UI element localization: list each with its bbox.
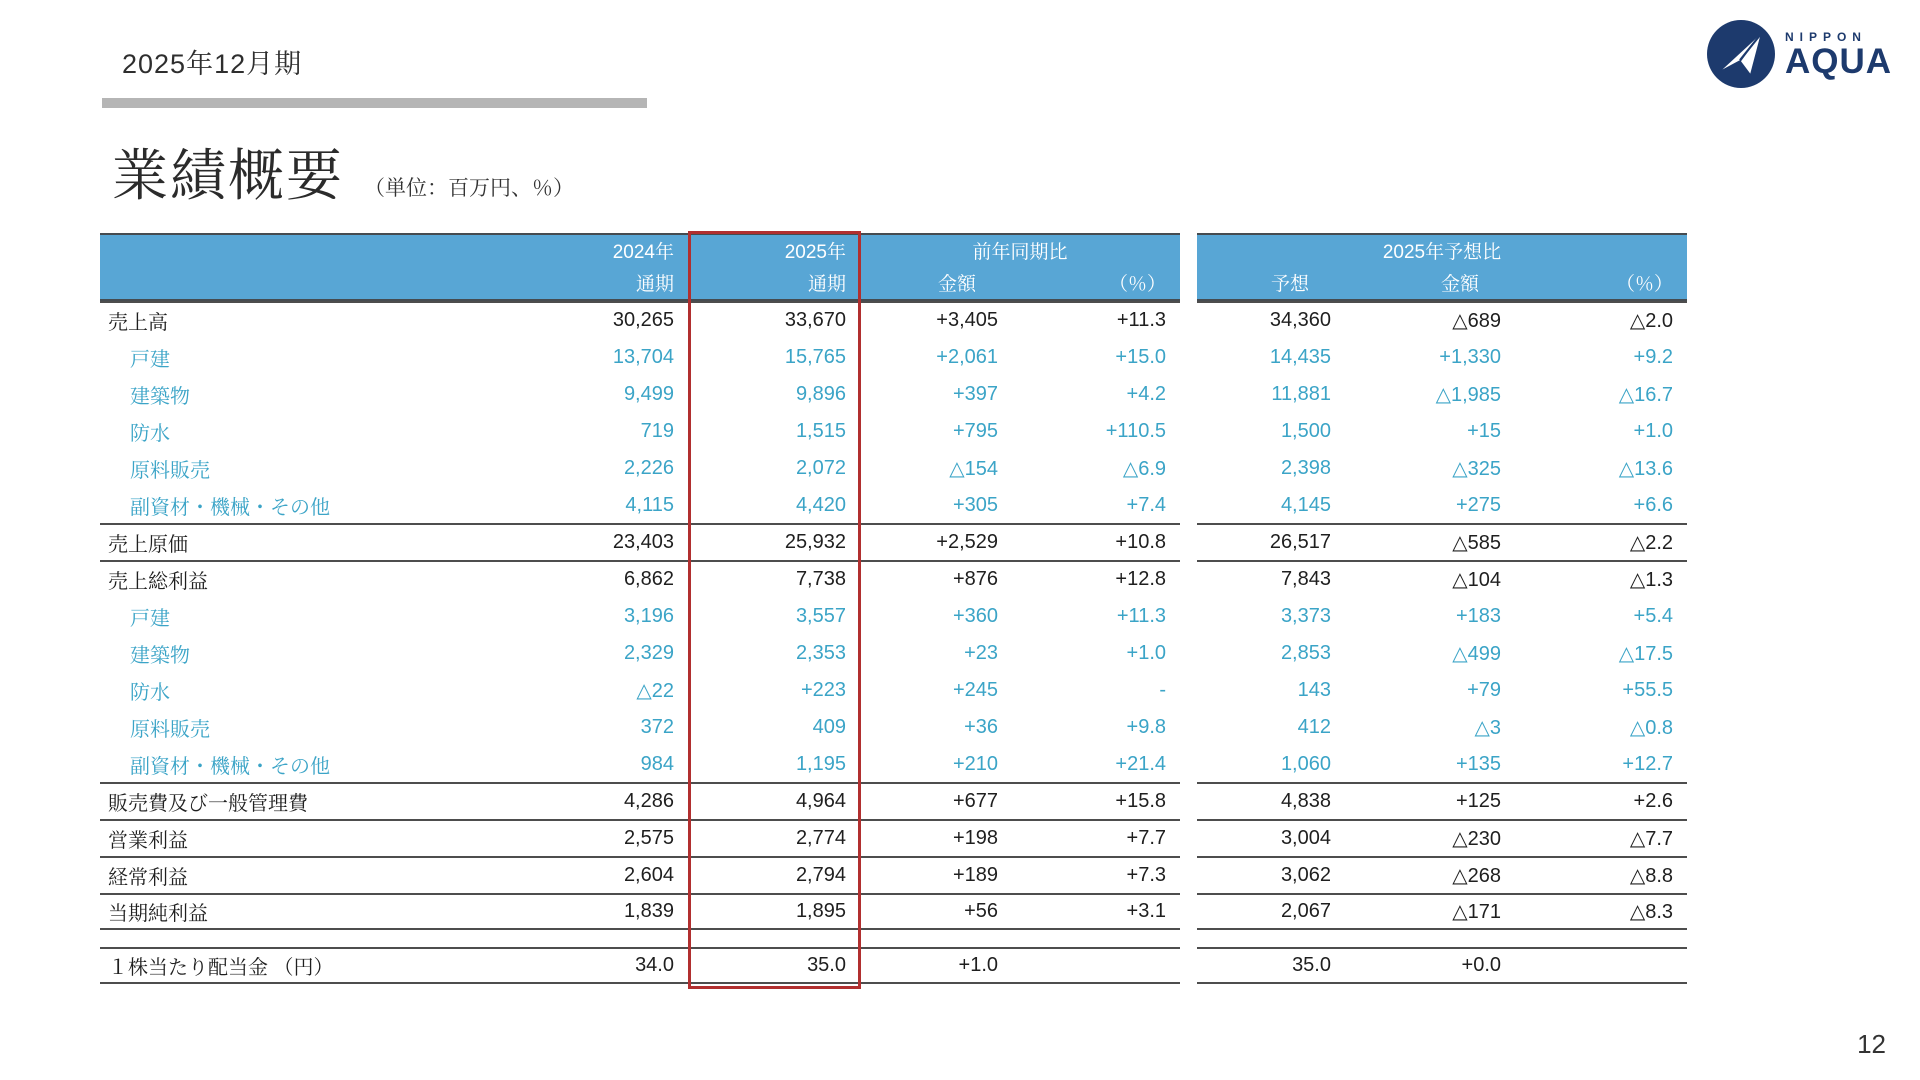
table-cell: △3 [1345, 708, 1515, 745]
table-cell: +189 [860, 856, 1012, 893]
gap-cell [1180, 523, 1197, 560]
logo-text-top: NIPPON [1784, 29, 1867, 44]
table-cell: 35.0 [1197, 947, 1345, 984]
table-cell: - [1012, 671, 1180, 708]
table-cell: +795 [860, 412, 1012, 449]
table-cell: +210 [860, 745, 1012, 782]
table-cell: 984 [432, 745, 688, 782]
table-cell: 1,195 [688, 745, 860, 782]
header-yoy-group: 前年同期比 [860, 233, 1180, 266]
table-cell: 15,765 [688, 338, 860, 375]
gap-cell [1180, 782, 1197, 819]
table-cell: 34.0 [432, 947, 688, 984]
row-label: 原料販売 [100, 708, 432, 745]
table-cell: 3,062 [1197, 856, 1345, 893]
table-cell: +15.8 [1012, 782, 1180, 819]
row-label: 売上原価 [100, 523, 432, 560]
gap-cell [1180, 893, 1197, 930]
header-yoy-amount: 金額 [860, 266, 1012, 301]
row-label: 原料販売 [100, 449, 432, 486]
table-cell: 4,115 [432, 486, 688, 523]
table-cell: 412 [1197, 708, 1345, 745]
gap-cell [1180, 671, 1197, 708]
table-cell: +245 [860, 671, 1012, 708]
table-cell: +10.8 [1012, 523, 1180, 560]
gap-cell [1180, 745, 1197, 782]
row-label: 建築物 [100, 375, 432, 412]
row-label: 建築物 [100, 634, 432, 671]
table-cell: △230 [1345, 819, 1515, 856]
table-cell: +55.5 [1515, 671, 1687, 708]
row-label: 戸建 [100, 338, 432, 375]
header-2024-period: 通期 [432, 266, 688, 301]
table-cell: +11.3 [1012, 597, 1180, 634]
table-cell: 2,774 [688, 819, 860, 856]
gap-cell [1180, 634, 1197, 671]
table-cell: +15 [1345, 412, 1515, 449]
table-cell: +1.0 [1515, 412, 1687, 449]
table-cell: △13.6 [1515, 449, 1687, 486]
table-cell: 372 [432, 708, 688, 745]
table-cell: 7,843 [1197, 560, 1345, 597]
table-cell: 4,286 [432, 782, 688, 819]
table-cell: +7.4 [1012, 486, 1180, 523]
table-cell: +1.0 [860, 947, 1012, 984]
unit-note: （単位：百万円、％） [364, 177, 574, 200]
table-cell: 34,360 [1197, 301, 1345, 338]
gap-cell [1180, 375, 1197, 412]
table-cell: +223 [688, 671, 860, 708]
table-cell: 11,881 [1197, 375, 1345, 412]
table-cell: △104 [1345, 560, 1515, 597]
page-title: 業績概要 [112, 144, 344, 207]
table-cell: +876 [860, 560, 1012, 597]
table-cell: 1,839 [432, 893, 688, 930]
table-cell: △585 [1345, 523, 1515, 560]
table-cell: +56 [860, 893, 1012, 930]
table-cell: 1,515 [688, 412, 860, 449]
table-cell: 2,072 [688, 449, 860, 486]
table-cell: +7.3 [1012, 856, 1180, 893]
row-label: 売上総利益 [100, 560, 432, 597]
table-cell: △22 [432, 671, 688, 708]
table-cell: 3,557 [688, 597, 860, 634]
table-cell: +36 [860, 708, 1012, 745]
table-cell: 3,004 [1197, 819, 1345, 856]
table-cell: 4,145 [1197, 486, 1345, 523]
table-cell: +135 [1345, 745, 1515, 782]
table-cell: △6.9 [1012, 449, 1180, 486]
table-cell: △2.2 [1515, 523, 1687, 560]
gap-cell [1180, 708, 1197, 745]
table-cell: △1,985 [1345, 375, 1515, 412]
title-underline-bar [102, 98, 647, 108]
table-cell: +125 [1345, 782, 1515, 819]
table-cell: +305 [860, 486, 1012, 523]
logo-text-bottom: AQUA [1784, 41, 1892, 81]
table-cell [1012, 947, 1180, 984]
table-cell: △7.7 [1515, 819, 1687, 856]
page-number: 12 [1857, 1029, 1886, 1059]
gap-cell [1180, 597, 1197, 634]
header-2025-period: 通期 [688, 266, 860, 301]
company-logo [1707, 20, 1892, 88]
table-cell: △16.7 [1515, 375, 1687, 412]
table-cell: +5.4 [1515, 597, 1687, 634]
table-cell: 35.0 [688, 947, 860, 984]
table-cell: 4,964 [688, 782, 860, 819]
table-cell: 719 [432, 412, 688, 449]
table-cell: +9.2 [1515, 338, 1687, 375]
table-cell: △268 [1345, 856, 1515, 893]
gap-cell [1180, 486, 1197, 523]
table-cell: +183 [1345, 597, 1515, 634]
table-cell: 1,895 [688, 893, 860, 930]
table-cell: 9,499 [432, 375, 688, 412]
table-cell: 6,862 [432, 560, 688, 597]
row-label: 防水 [100, 412, 432, 449]
table-cell: △171 [1345, 893, 1515, 930]
table-cell: △325 [1345, 449, 1515, 486]
table-body [100, 301, 1687, 984]
table-cell: 2,604 [432, 856, 688, 893]
row-label: １株当たり配当金 （円） [100, 947, 432, 984]
table-cell: △0.8 [1515, 708, 1687, 745]
row-label: 当期純利益 [100, 893, 432, 930]
row-label: 売上高 [100, 301, 432, 338]
row-label: 営業利益 [100, 819, 432, 856]
table-cell: 7,738 [688, 560, 860, 597]
table-cell: 2,794 [688, 856, 860, 893]
table-cell: 14,435 [1197, 338, 1345, 375]
paper-plane-logo-icon [1707, 20, 1775, 88]
table-cell: +110.5 [1012, 412, 1180, 449]
table-cell: 26,517 [1197, 523, 1345, 560]
table-cell: 23,403 [432, 523, 688, 560]
header-yoy-pct: （％） [1012, 266, 1180, 301]
table-cell: +2,061 [860, 338, 1012, 375]
gap-cell [1180, 819, 1197, 856]
table-cell: △17.5 [1515, 634, 1687, 671]
table-cell: +12.7 [1515, 745, 1687, 782]
table-cell: 2,353 [688, 634, 860, 671]
gap-cell [1180, 301, 1197, 338]
table-cell: △2.0 [1515, 301, 1687, 338]
table-cell: +23 [860, 634, 1012, 671]
row-label: 防水 [100, 671, 432, 708]
row-label: 副資材・機械・その他 [100, 745, 432, 782]
header-forecast-amount: 金額 [1345, 266, 1515, 301]
gap-cell [1180, 947, 1197, 984]
table-cell: 409 [688, 708, 860, 745]
table-cell: +275 [1345, 486, 1515, 523]
table-cell: 2,575 [432, 819, 688, 856]
table-cell: +3.1 [1012, 893, 1180, 930]
table-cell: +9.8 [1012, 708, 1180, 745]
gap-cell [1180, 856, 1197, 893]
table-cell: 3,196 [432, 597, 688, 634]
table-cell: +397 [860, 375, 1012, 412]
table-cell: 1,060 [1197, 745, 1345, 782]
table-cell: +21.4 [1012, 745, 1180, 782]
row-label: 戸建 [100, 597, 432, 634]
table-cell: 1,500 [1197, 412, 1345, 449]
table-cell: +1.0 [1012, 634, 1180, 671]
table-cell: 2,853 [1197, 634, 1345, 671]
table-cell: 3,373 [1197, 597, 1345, 634]
table-cell: +12.8 [1012, 560, 1180, 597]
table-cell: 2,329 [432, 634, 688, 671]
table-cell: 25,932 [688, 523, 860, 560]
table-cell: 13,704 [432, 338, 688, 375]
table-cell: △1.3 [1515, 560, 1687, 597]
period-label: 2025年12月期 [122, 49, 303, 79]
table-cell: △499 [1345, 634, 1515, 671]
gap-cell [1180, 449, 1197, 486]
header-forecast-group: 2025年予想比 [1197, 233, 1687, 266]
table-cell: +198 [860, 819, 1012, 856]
table-cell [1515, 947, 1687, 984]
table-cell: +360 [860, 597, 1012, 634]
header-forecast-pct: （％） [1515, 266, 1687, 301]
table-cell: 2,398 [1197, 449, 1345, 486]
table-cell: +7.7 [1012, 819, 1180, 856]
table-cell: +15.0 [1012, 338, 1180, 375]
table-cell: 30,265 [432, 301, 688, 338]
header-blank-cell [100, 233, 432, 301]
table-cell: +4.2 [1012, 375, 1180, 412]
table-cell: +1,330 [1345, 338, 1515, 375]
row-label: 販売費及び一般管理費 [100, 782, 432, 819]
logo-text [1785, 30, 1892, 79]
header-2024-year: 2024年 [432, 233, 688, 266]
table-cell: △689 [1345, 301, 1515, 338]
table-cell: △8.3 [1515, 893, 1687, 930]
table-cell: +0.0 [1345, 947, 1515, 984]
gap-cell [1180, 560, 1197, 597]
table-cell: 4,420 [688, 486, 860, 523]
gap-cell [1180, 338, 1197, 375]
header-gap [1180, 233, 1197, 301]
title-row [112, 132, 574, 212]
results-table [100, 233, 1687, 984]
table-cell: +79 [1345, 671, 1515, 708]
spacer-row [100, 930, 1687, 947]
table-cell: 2,226 [432, 449, 688, 486]
table-cell: +11.3 [1012, 301, 1180, 338]
table-cell: 9,896 [688, 375, 860, 412]
table-cell: +677 [860, 782, 1012, 819]
table-cell: +3,405 [860, 301, 1012, 338]
table-cell: +6.6 [1515, 486, 1687, 523]
row-label: 経常利益 [100, 856, 432, 893]
table-cell: △8.8 [1515, 856, 1687, 893]
table-cell: 33,670 [688, 301, 860, 338]
gap-cell [1180, 412, 1197, 449]
table-header [100, 233, 1687, 301]
header-forecast-col: 予想 [1197, 266, 1345, 301]
header-2025-year: 2025年 [688, 233, 860, 266]
table-cell: +2.6 [1515, 782, 1687, 819]
table-cell: 4,838 [1197, 782, 1345, 819]
row-label: 副資材・機械・その他 [100, 486, 432, 523]
table-cell: △154 [860, 449, 1012, 486]
table-cell: +2,529 [860, 523, 1012, 560]
table-cell: 2,067 [1197, 893, 1345, 930]
table-cell: 143 [1197, 671, 1345, 708]
